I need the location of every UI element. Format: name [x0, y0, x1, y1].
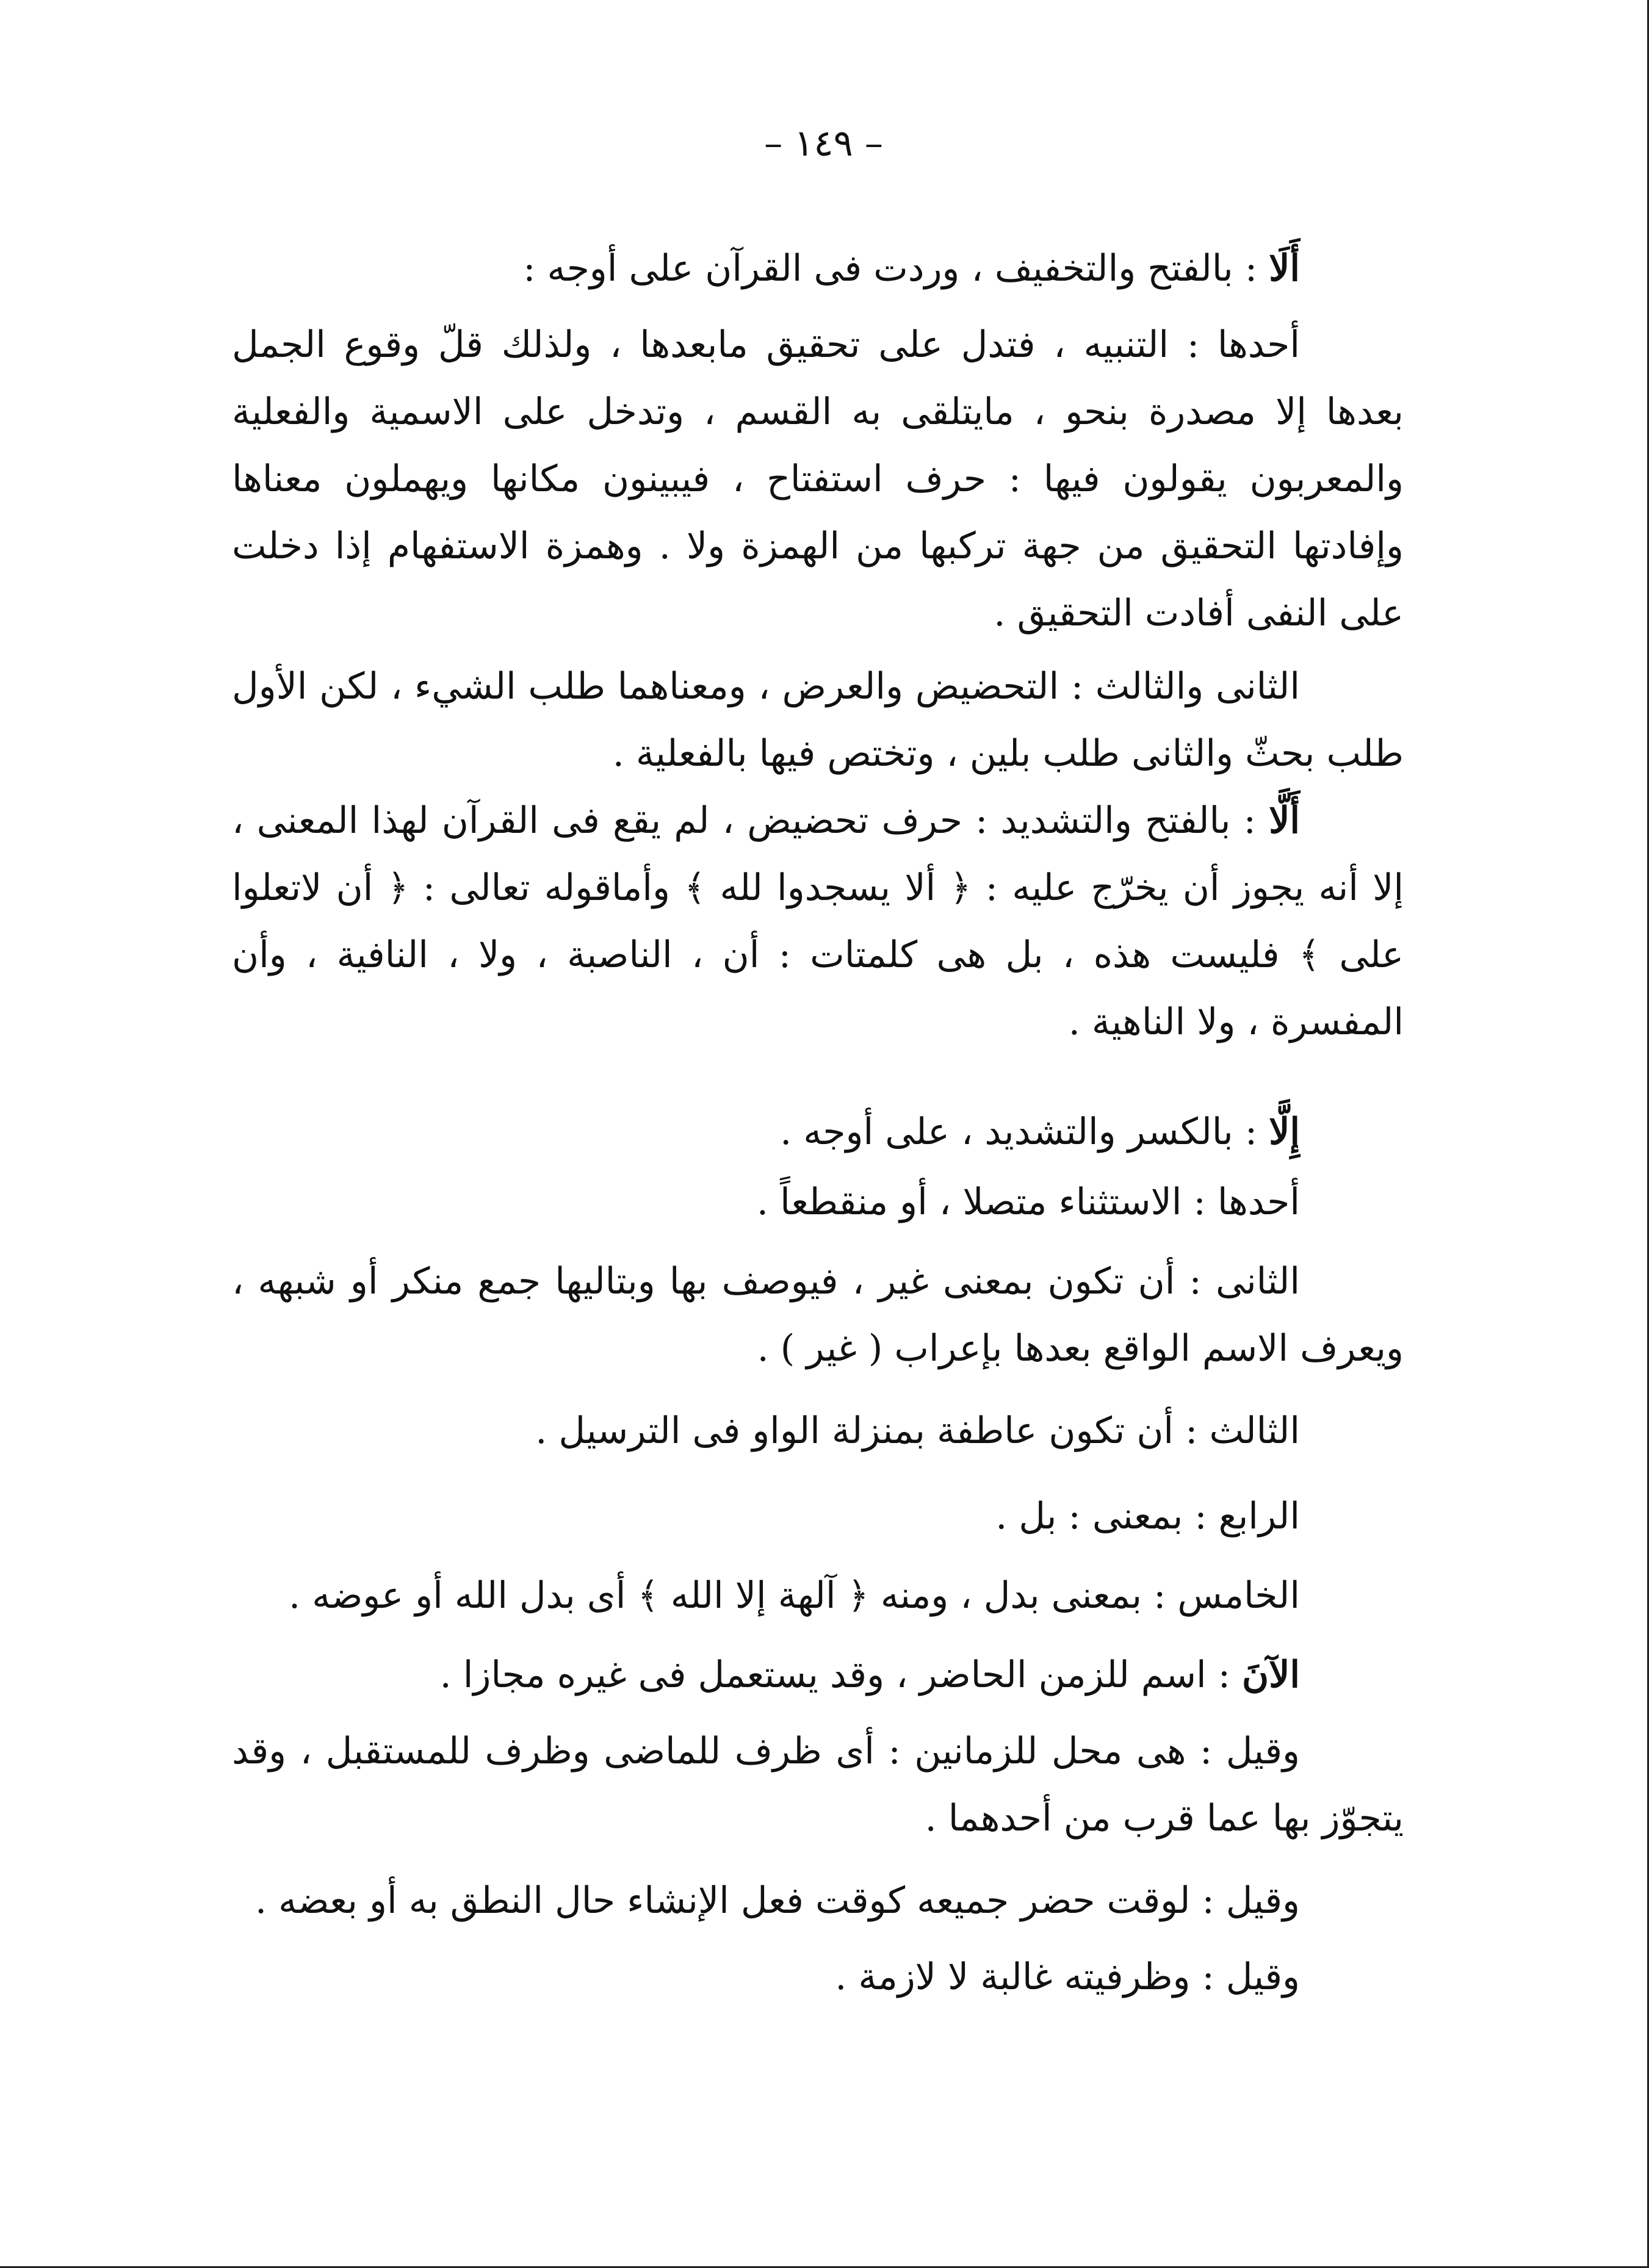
paragraph: وقيل : لوقت حضر جميعه كوقت فعل الإنشاء حال النطق به أو بعضه . [255, 1879, 1300, 1922]
paragraph: وقيل : وظرفيته غالبة لا لازمة . [835, 1956, 1300, 1998]
entry-illa-paragraph-2 [232, 1248, 1404, 1382]
paragraph: أحدها : التنبيه ، فتدل على تحقيق مابعدها ، ولذلك قلّ وقوع الجمل بعدها إلا مصدرة بنحو ، مايتلقى به القسم ، وتدخل على الاسمية والفعلية والمعربون يقولون فيها : حرف استفتاح ، فيبينون مكانها ويهملون معناها وإفادتها التحقيق من جهة تركبها من الهمزة ولا . وهمزة الاستفهام إذا دخلت على النفى أفادت التحقيق . [232, 323, 1404, 635]
paragraph: الثانى : أن تكون بمعنى غير ، فيوصف بها وبتاليها جمع منكر أو شبهه ، ويعرف الاسم الواقع بعدها بإعراب ( غير ) . [232, 1260, 1404, 1370]
entry-illa-paragraph-3 [232, 1397, 1404, 1464]
entry-term: أَلَا [1269, 247, 1300, 290]
paragraph: الثالث : أن تكون عاطفة بمنزلة الواو فى الترسيل . [535, 1409, 1300, 1452]
entry-illa-paragraph-4 [232, 1483, 1404, 1550]
entry-term: أَلَّا [1269, 799, 1300, 842]
entry-illa-paragraph-1 [232, 1168, 1404, 1236]
entry-alla-block [232, 787, 1404, 1056]
entry-definition: : بالكسر والتشديد ، على أوجه . [780, 1111, 1269, 1153]
paragraph: وقيل : هى محل للزمانين : أى ظرف للماضى وظرف للمستقبل ، وقد يتجوّز بها عما قرب من أحدهما . [232, 1730, 1404, 1840]
entry-heading-line [232, 787, 1404, 1056]
entry-term: الآنَ [1242, 1654, 1300, 1696]
paragraph: الثانى والثالث : التحضيض والعرض ، ومعناهما طلب الشيء ، لكن الأول طلب بحثّ والثانى طلب بلين ، وتختص فيها بالفعلية . [232, 665, 1404, 775]
entry-definition: : بالفتح والتشديد : حرف تحضيض ، لم يقع فى القرآن لهذا المعنى ، إلا أنه يجوز أن يخرّج عليه : ﴿ ألا يسجدوا لله ﴾ وأماقوله تعالى : ﴿ أن لاتعلوا على ﴾ فليست هذه ، بل هى كلمتات : أن ، الناصبة ، ولا ، النافية ، وأن المفسرة ، ولا الناهية . [232, 799, 1404, 1043]
paragraph: أحدها : الاستثناء متصلا ، أو منقطعاً . [756, 1181, 1300, 1223]
entry-alan-heading [232, 1641, 1404, 1708]
entry-heading-line [232, 1098, 1404, 1165]
entry-alan-paragraph-1 [232, 1718, 1404, 1852]
entry-illa-paragraph-5 [232, 1562, 1404, 1629]
entry-heading-line [232, 235, 1404, 302]
page-number: – ١٤٩ – [764, 122, 883, 165]
entry-ala-heading [232, 235, 1404, 302]
entry-ala-paragraph-2 [232, 653, 1404, 787]
entry-definition: : بالفتح والتخفيف ، وردت فى القرآن على أوجه : [523, 247, 1269, 290]
entry-alan-paragraph-3 [232, 1943, 1404, 2011]
paragraph: الرابع : بمعنى : بل . [995, 1495, 1300, 1538]
entry-ala-paragraph-1 [232, 311, 1404, 647]
entry-heading-line [232, 1641, 1404, 1708]
paragraph: الخامس : بمعنى بدل ، ومنه ﴿ آلهة إلا الله ﴾ أى بدل الله أو عوضه . [289, 1574, 1300, 1617]
entry-definition: : اسم للزمن الحاضر ، وقد يستعمل فى غيره مجازا . [439, 1654, 1243, 1696]
entry-illa-heading [232, 1098, 1404, 1165]
entry-alan-paragraph-2 [232, 1867, 1404, 1934]
entry-term: إِلَّا [1269, 1111, 1300, 1153]
